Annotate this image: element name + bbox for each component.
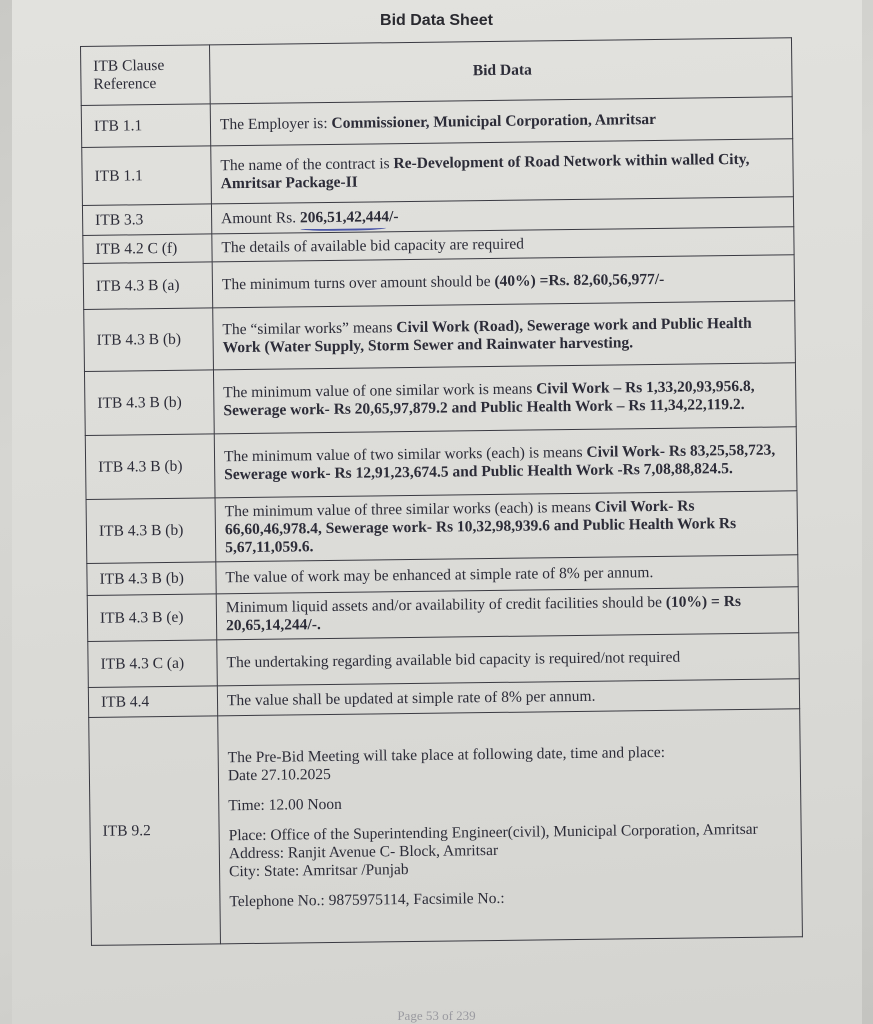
row-data: The details of available bid capacity are required [212, 227, 794, 262]
table-row [86, 491, 798, 564]
prebid-time: Time: 12.00 Noon [228, 795, 342, 814]
prebid-details [218, 709, 803, 944]
row-data: The value of work may be enhanced at simple rate of 8% per annum. [216, 555, 798, 594]
header-ref: ITB Clause Reference [81, 45, 211, 106]
row-ref: ITB 4.3 B (b) [86, 498, 216, 564]
row-ref: ITB 4.3 C (a) [88, 640, 218, 688]
row-ref: ITB 4.3 B (b) [84, 308, 214, 372]
prebid-intro: The Pre-Bid Meeting will take place at following date, time and place: [227, 743, 666, 766]
row-data: Amount Rs. 206,51,42,444/- [211, 197, 793, 234]
row-data: The name of the contract is Re-Development of Road Network within walled City, Amritsar Package-II [211, 139, 794, 204]
page-number: Page 53 of 239 [397, 1008, 476, 1023]
prebid-address: Address: Ranjit Avenue C- Block, Amritsar [228, 841, 499, 862]
row-ref: ITB 4.3 B (a) [83, 262, 213, 310]
row-ref: ITB 1.1 [81, 104, 211, 148]
prebid-date: Date 27.10.2025 [227, 765, 331, 784]
table-row-prebid [89, 709, 803, 946]
prebid-city: City: State: Amritsar /Punjab [228, 860, 409, 880]
row-ref: ITB 4.3 B (e) [87, 594, 217, 642]
row-data: The minimum value of two similar works (each) is means Civil Work- Rs 83,25,58,723, Sewerage work- Rs 12,91,23,674.5 and Public Health Work -Rs 7,08,88,824.5. [214, 427, 797, 498]
row-data: The value shall be updated at simple rate of 8% per annum. [217, 679, 799, 716]
row-ref: ITB 4.2 C (f) [83, 234, 212, 264]
row-ref: ITB 9.2 [89, 716, 221, 946]
row-data: The undertaking regarding available bid capacity is required/not required [217, 633, 800, 686]
row-data: The “similar works” means Civil Work (Road), Sewerage work and Public Health Work (Water Supply, Storm Sewer and Rainwater harvesting. [213, 301, 796, 370]
row-ref: ITB 4.3 B (b) [84, 370, 214, 436]
table-row [84, 301, 796, 372]
row-data: The Employer is: Commissioner, Municipal Corporation, Amritsar [210, 97, 792, 146]
row-data: The minimum value of one similar work is means Civil Work – Rs 1,33,20,93,956.8, Sewerage work- Rs 20,65,97,879.2 and Public Health Work – Rs 11,34,22,119.2. [213, 363, 796, 434]
prebid-place: Place: Office of the Superintending Engineer(civil), Municipal Corporation, Amritsar [228, 820, 758, 844]
bid-data-table [80, 37, 803, 946]
table-row [84, 363, 796, 436]
header-data: Bid Data [209, 38, 792, 104]
row-data: The minimum turns over amount should be (40%) =Rs. 82,60,56,977/- [212, 255, 795, 308]
row-ref: ITB 4.3 B (b) [85, 434, 215, 500]
row-ref: ITB 1.1 [82, 146, 212, 206]
row-data: Minimum liquid assets and/or availability of credit facilities should be (10%) = Rs 20,65,14,244/-. [216, 587, 799, 640]
row-ref: ITB 4.3 B (b) [87, 562, 216, 596]
row-ref: ITB 4.4 [88, 686, 217, 718]
row-data: The minimum value of three similar works (each) is means Civil Work- Rs 66,60,46,978.4, Sewerage work- Rs 10,32,98,939.6 and Public Health Work Rs 5,67,11,059.6. [215, 491, 798, 562]
table-row [82, 139, 794, 206]
table-row [85, 427, 797, 500]
table-header-row [81, 38, 793, 106]
row-ref: ITB 3.3 [82, 204, 211, 236]
prebid-telephone: Telephone No.: 9875975114, Facsimile No.: [229, 889, 505, 910]
page-title: Bid Data Sheet [380, 12, 493, 29]
